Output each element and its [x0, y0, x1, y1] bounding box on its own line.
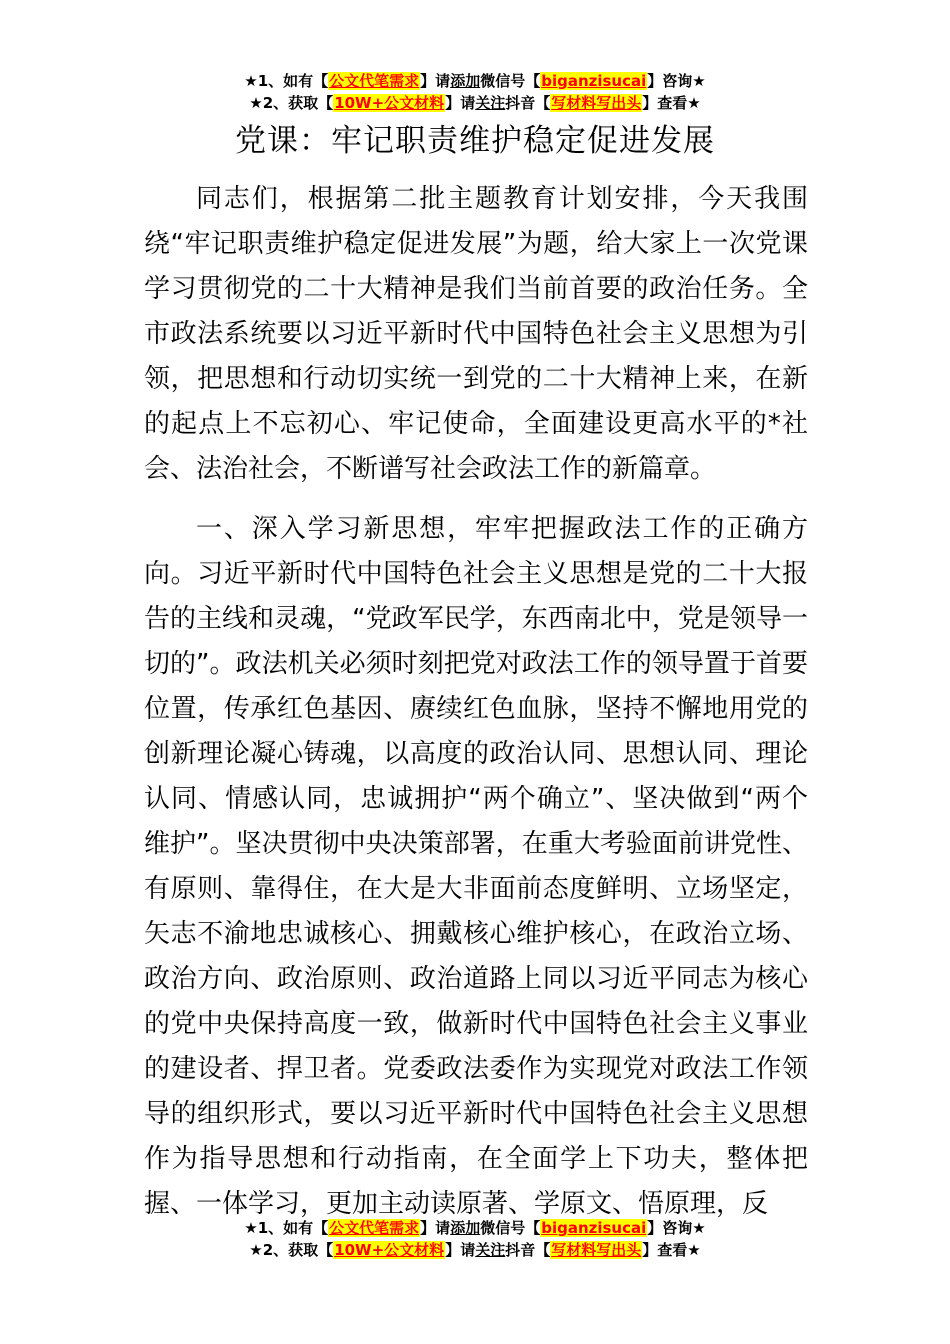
promo-line-1	[0, 70, 950, 92]
promo-text: 微信号【	[480, 1219, 541, 1237]
promo-line-2	[0, 1239, 950, 1261]
promo-highlight-service: 公文代笔需求	[329, 72, 420, 90]
document-title: 党课：牢记职责维护稳定促进发展	[235, 123, 715, 159]
promo-text: 】请	[445, 1241, 476, 1259]
promo-text: ★1、如有【	[244, 1219, 329, 1237]
promo-highlight-materials: 10W+公文材料	[334, 1241, 445, 1259]
promo-text: 】咨询★	[647, 72, 706, 90]
promo-highlight-wechat-id: biganzisucai	[541, 1219, 647, 1237]
promo-underlined-text: 关注	[475, 94, 506, 112]
promo-text: 抖音【	[505, 94, 551, 112]
promo-underlined-text: 添加	[450, 72, 481, 90]
promo-text: 】咨询★	[647, 1219, 706, 1237]
promo-text: 】查看★	[642, 94, 701, 112]
promo-highlight-service: 公文代笔需求	[329, 1219, 420, 1237]
promo-text: 抖音【	[505, 1241, 551, 1259]
promo-text: 】请	[420, 1219, 451, 1237]
promo-highlight-wechat-id: biganzisucai	[541, 72, 647, 90]
promo-line-1	[0, 1217, 950, 1239]
promo-line-2	[0, 92, 950, 114]
body-paragraph-1: 同志们，根据第二批主题教育计划安排，今天我围绕“牢记职责维护稳定促进发展”为题，给大家上一次党课学习贯彻党的二十大精神是我们当前首要的政治任务。全市政法系统要以习近平新时代中国特色社会主义思想为引领，把思想和行动切实统一到党的二十大精神上来，在新的起点上不忘初心、牢记使命，全面建设更高水平的*社会、法治社会，不断谱写社会政法工作的新篇章。	[144, 184, 808, 484]
document-body	[144, 177, 808, 1227]
promo-text: 】请	[445, 94, 476, 112]
body-paragraph-2: 一、深入学习新思想，牢牢把握政法工作的正确方向。习近平新时代中国特色社会主义思想是党的二十大报告的主线和灵魂，“党政军民学，东西南北中，党是领导一切的”。政法机关必须时刻把党对政法工作的领导置于首要位置，传承红色基因、赓续红色血脉，坚持不懈地用党的创新理论凝心铸魂，以高度的政治认同、思想认同、理论认同、情感认同，忠诚拥护“两个确立”、坚决做到“两个维护”。坚决贯彻中央决策部署，在重大考验面前讲党性、有原则、靠得住，在大是大非面前态度鲜明、立场坚定，矢志不渝地忠诚核心、拥戴核心维护核心，在政治立场、政治方向、政治原则、政治道路上同以习近平同志为核心的党中央保持高度一致，做新时代中国特色社会主义事业的建设者、捍卫者。党委政法委作为实现党对政法工作领导的组织形式，要以习近平新时代中国特色社会主义思想作为指导思想和行动指南，在全面学上下功夫，整体把握、一体学习，更加主动读原著、学原文、悟原理，反	[144, 514, 808, 1219]
promo-text: 微信号【	[480, 72, 541, 90]
promo-text: ★2、获取【	[249, 94, 334, 112]
promo-highlight-douyin-id: 写材料写出头	[551, 1241, 642, 1259]
promo-text: ★2、获取【	[249, 1241, 334, 1259]
promo-highlight-douyin-id: 写材料写出头	[551, 94, 642, 112]
promo-text: 】请	[420, 72, 451, 90]
promo-highlight-materials: 10W+公文材料	[334, 94, 445, 112]
top-promo-banner	[0, 70, 950, 114]
promo-text: 】查看★	[642, 1241, 701, 1259]
promo-text: ★1、如有【	[244, 72, 329, 90]
promo-underlined-text: 添加	[450, 1219, 481, 1237]
promo-underlined-text: 关注	[475, 1241, 506, 1259]
bottom-promo-banner	[0, 1217, 950, 1261]
